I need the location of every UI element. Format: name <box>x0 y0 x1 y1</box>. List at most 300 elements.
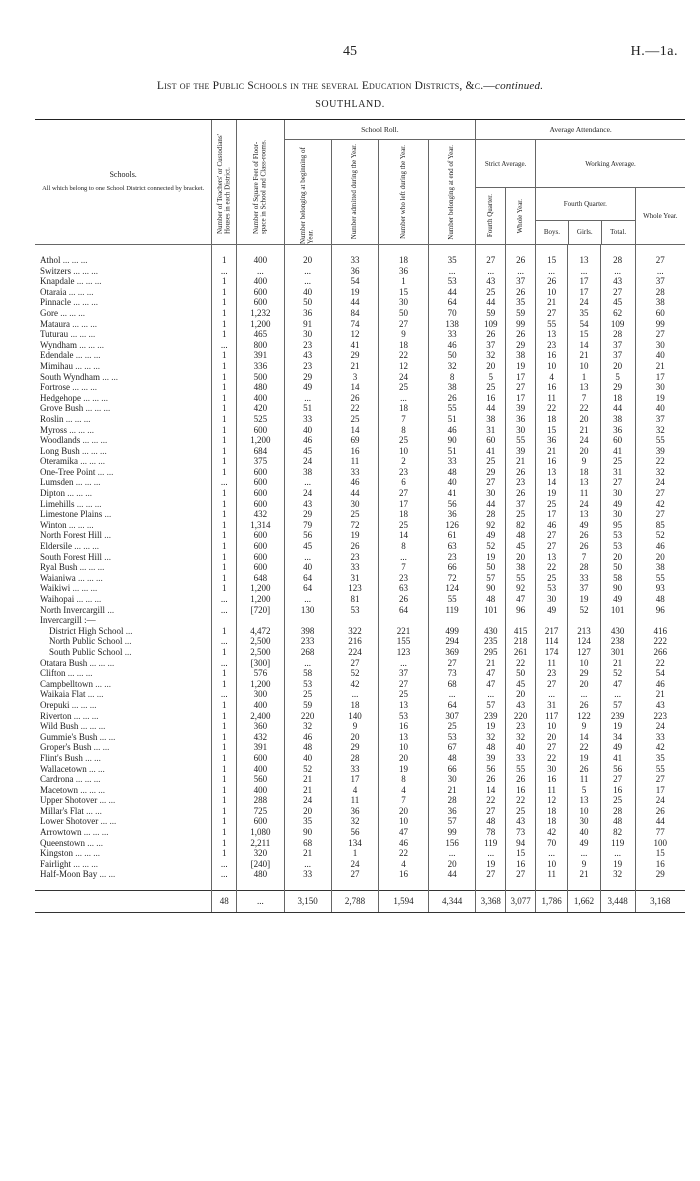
school-name-cell <box>35 869 212 880</box>
houses-cell: 1 <box>212 679 237 690</box>
roll-end-cell: 21 <box>428 785 475 796</box>
school-name-cell <box>35 647 212 658</box>
roll-left-cell: 18 <box>379 403 429 414</box>
strict-fourth-cell: 26 <box>476 329 506 340</box>
page-reference: H.—1a. <box>630 44 678 59</box>
sqft-cell: 500 <box>237 372 284 383</box>
strict-year-cell: 55 <box>506 764 536 775</box>
header-square-feet: Number of Square Feet of Floor-space in School and Class-rooms. <box>237 120 284 245</box>
total-cell: 44 <box>600 403 635 414</box>
header-schools-label: Schools. <box>109 170 137 179</box>
school-name-cell <box>35 361 212 372</box>
total-cell: 49 <box>600 499 635 510</box>
roll-left-cell: 27 <box>379 679 429 690</box>
houses-cell <box>212 615 237 626</box>
leader-dots: ... ... ... <box>79 339 104 350</box>
header-working-average: Working Average. <box>536 140 686 188</box>
school-name-cell <box>35 499 212 510</box>
boys-cell: 13 <box>536 329 568 340</box>
strict-fourth-cell: 32 <box>476 732 506 743</box>
whole-year-cell: 46 <box>635 541 685 552</box>
school-row <box>35 562 685 573</box>
roll-left-cell: 50 <box>379 308 429 319</box>
girls-cell: 24 <box>568 297 600 308</box>
houses-cell: ... <box>212 658 237 669</box>
boys-cell: 10 <box>536 721 568 732</box>
total-cell: ... <box>600 689 635 700</box>
girls-cell: 24 <box>568 435 600 446</box>
roll-admitted-cell: 29 <box>331 742 378 753</box>
total-cell: 53 <box>600 530 635 541</box>
sqft-cell: 2,211 <box>237 838 284 849</box>
title-lead: List of the Public Schools in the several Education Districts, &c.— <box>156 80 496 92</box>
roll-end-cell: ... <box>428 848 475 859</box>
houses-cell: 1 <box>212 626 237 637</box>
total-roll-end: 4,344 <box>428 891 475 913</box>
roll-begin-cell: 233 <box>284 636 331 647</box>
school-name-cell <box>35 329 212 340</box>
leader-dots: ... <box>124 646 132 657</box>
roll-left-cell: 13 <box>379 700 429 711</box>
roll-left-cell: 22 <box>379 350 429 361</box>
boys-cell: 114 <box>536 636 568 647</box>
girls-cell: ... <box>568 848 600 859</box>
sqft-cell: 336 <box>237 361 284 372</box>
houses-cell: 1 <box>212 499 237 510</box>
whole-year-cell: 19 <box>635 393 685 404</box>
roll-admitted-cell: 32 <box>331 816 378 827</box>
total-cell: 19 <box>600 721 635 732</box>
school-name: Eldersile <box>40 541 72 552</box>
strict-fourth-cell: 27 <box>476 477 506 488</box>
roll-end-cell: 46 <box>428 425 475 436</box>
school-row <box>35 647 685 658</box>
boys-cell: ... <box>536 848 568 859</box>
total-total: 3,448 <box>600 891 635 913</box>
header-roll-end: Number belonging at end of Year. <box>428 140 475 245</box>
leader-dots: ... ... ... <box>72 583 98 594</box>
roll-left-cell: 9 <box>379 329 429 340</box>
boys-cell: 16 <box>536 350 568 361</box>
strict-fourth-cell: 38 <box>476 414 506 425</box>
strict-year-cell: 23 <box>506 477 536 488</box>
school-row <box>35 573 685 584</box>
sqft-cell: 600 <box>237 541 284 552</box>
boys-cell: 23 <box>536 340 568 351</box>
total-cell: 56 <box>600 764 635 775</box>
roll-admitted-cell: 19 <box>331 287 378 298</box>
header-average-attendance: Average Attendance. <box>476 120 685 140</box>
sqft-cell: 400 <box>237 276 284 287</box>
total-cell: 52 <box>600 668 635 679</box>
school-name-cell <box>35 340 212 351</box>
houses-cell: 1 <box>212 297 237 308</box>
school-row <box>35 255 685 266</box>
boys-cell: 13 <box>536 467 568 478</box>
total-cell: 28 <box>600 255 635 266</box>
roll-admitted-cell: 14 <box>331 382 378 393</box>
roll-end-cell: 61 <box>428 530 475 541</box>
strict-year-cell: 48 <box>506 530 536 541</box>
sqft-cell: 400 <box>237 255 284 266</box>
leader-dots: ... ... ... <box>79 562 105 573</box>
strict-fourth-cell: 28 <box>476 509 506 520</box>
school-row <box>35 753 685 764</box>
strict-year-cell: 55 <box>506 573 536 584</box>
whole-year-cell: 52 <box>635 530 685 541</box>
roll-left-cell: 4 <box>379 859 429 870</box>
leader-dots: ... ... ... <box>76 498 102 509</box>
school-name-cell <box>35 287 212 298</box>
school-name-cell <box>35 689 212 700</box>
girls-cell: 11 <box>568 488 600 499</box>
header-strict-average: Strict Average. <box>476 140 536 188</box>
roll-admitted-cell: 52 <box>331 668 378 679</box>
whole-year-cell: 37 <box>635 276 685 287</box>
sqft-cell: 600 <box>237 499 284 510</box>
roll-begin-cell: 35 <box>284 816 331 827</box>
roll-admitted-cell: 17 <box>331 774 378 785</box>
girls-cell: 5 <box>568 785 600 796</box>
strict-year-cell: 94 <box>506 838 536 849</box>
strict-year-cell: 26 <box>506 774 536 785</box>
boys-cell: 15 <box>536 255 568 266</box>
roll-end-cell: 156 <box>428 838 475 849</box>
roll-end-cell: 53 <box>428 276 475 287</box>
leader-dots: ... ... ... <box>65 413 91 424</box>
houses-cell: 1 <box>212 785 237 796</box>
roll-left-cell: 2 <box>379 456 429 467</box>
roll-end-cell: 53 <box>428 732 475 743</box>
strict-year-cell: 37 <box>506 276 536 287</box>
header-roll-begin: Number belonging at beginning of Year. <box>284 140 331 245</box>
roll-end-cell: 90 <box>428 435 475 446</box>
roll-left-cell: 15 <box>379 287 429 298</box>
roll-admitted-cell: 19 <box>331 530 378 541</box>
roll-admitted-cell: 44 <box>331 488 378 499</box>
school-row <box>35 764 685 775</box>
school-name: Grove Bush <box>40 403 84 414</box>
whole-year-cell: 99 <box>635 319 685 330</box>
girls-cell: 127 <box>568 647 600 658</box>
roll-admitted-cell: 33 <box>331 764 378 775</box>
roll-end-cell: 57 <box>428 816 475 827</box>
sqft-cell: 725 <box>237 806 284 817</box>
roll-end-cell: 36 <box>428 509 475 520</box>
roll-left-cell: 10 <box>379 816 429 827</box>
school-row <box>35 583 685 594</box>
whole-year-cell: 24 <box>635 795 685 806</box>
houses-cell: 1 <box>212 753 237 764</box>
sqft-cell: 1,200 <box>237 319 284 330</box>
roll-end-cell: 51 <box>428 446 475 457</box>
whole-year-cell: 24 <box>635 477 685 488</box>
whole-year-cell: 37 <box>635 414 685 425</box>
strict-year-cell: 50 <box>506 668 536 679</box>
strict-year-cell: 26 <box>506 255 536 266</box>
leader-dots: ... ... ... <box>75 360 100 371</box>
header-boys: Boys. <box>536 221 569 244</box>
roll-end-cell: ... <box>428 266 475 277</box>
whole-year-cell: 48 <box>635 594 685 605</box>
school-row <box>35 827 685 838</box>
strict-year-cell: 47 <box>506 594 536 605</box>
strict-year-cell: 261 <box>506 647 536 658</box>
school-name: Fairlight <box>40 858 71 869</box>
roll-end-cell: 63 <box>428 541 475 552</box>
whole-year-cell: 32 <box>635 425 685 436</box>
roll-end-cell <box>428 615 475 626</box>
sqft-cell: 576 <box>237 668 284 679</box>
houses-cell: ... <box>212 689 237 700</box>
total-cell: 239 <box>600 711 635 722</box>
roll-left-cell: 18 <box>379 340 429 351</box>
roll-left-cell: 25 <box>379 520 429 531</box>
total-cell: 109 <box>600 319 635 330</box>
girls-cell: 49 <box>568 520 600 531</box>
leader-dots: ... ... <box>85 752 101 763</box>
roll-left-cell: 30 <box>379 297 429 308</box>
header-whole-year: Whole Year. <box>635 188 685 245</box>
roll-left-cell: 1 <box>379 276 429 287</box>
strict-fourth-cell: 31 <box>476 425 506 436</box>
whole-year-cell: 85 <box>635 520 685 531</box>
total-cell: 101 <box>600 605 635 616</box>
girls-cell: 17 <box>568 287 600 298</box>
school-row <box>35 668 685 679</box>
boys-cell: ... <box>536 689 568 700</box>
strict-year-cell: 16 <box>506 785 536 796</box>
school-name: Campbelltown <box>40 678 93 689</box>
table-body <box>35 245 685 891</box>
whole-year-cell: 55 <box>635 764 685 775</box>
strict-year-cell: 43 <box>506 816 536 827</box>
school-name: Limehills <box>40 498 75 509</box>
boys-cell: 36 <box>536 435 568 446</box>
school-name-cell <box>35 467 212 478</box>
strict-fourth-cell: 57 <box>476 573 506 584</box>
whole-year-cell: 77 <box>635 827 685 838</box>
table-header <box>35 120 685 245</box>
school-row <box>35 425 685 436</box>
school-name-cell <box>35 774 212 785</box>
leader-dots: ... ... ... <box>62 255 88 265</box>
girls-cell: 13 <box>568 382 600 393</box>
houses-cell: 1 <box>212 488 237 499</box>
girls-cell: 18 <box>568 467 600 478</box>
girls-cell: 9 <box>568 456 600 467</box>
whole-year-cell: 38 <box>635 297 685 308</box>
roll-end-cell: 35 <box>428 255 475 266</box>
sqft-cell: [240] <box>237 859 284 870</box>
school-name: Lower Shotover <box>40 816 99 827</box>
girls-cell: 13 <box>568 509 600 520</box>
strict-year-cell: 45 <box>506 541 536 552</box>
school-name: Half-Moon Bay <box>40 869 98 880</box>
whole-year-cell: 20 <box>635 552 685 563</box>
totals-label-cell <box>35 891 212 913</box>
roll-begin-cell: 130 <box>284 605 331 616</box>
roll-begin-cell <box>284 615 331 626</box>
roll-begin-cell: 43 <box>284 499 331 510</box>
leader-dots: ... ... ... <box>82 445 107 456</box>
strict-year-cell: 23 <box>506 721 536 732</box>
whole-year-cell: 54 <box>635 668 685 679</box>
roll-admitted-cell: 14 <box>331 425 378 436</box>
school-name: Otatara Bush <box>40 657 88 668</box>
roll-end-cell: 27 <box>428 658 475 669</box>
roll-admitted-cell: 24 <box>331 859 378 870</box>
roll-left-cell: 7 <box>379 795 429 806</box>
roll-left-cell: 20 <box>379 753 429 764</box>
total-cell: 20 <box>600 552 635 563</box>
boys-cell: 23 <box>536 668 568 679</box>
roll-begin-cell: 20 <box>284 255 331 266</box>
school-row <box>35 732 685 743</box>
strict-fourth-cell <box>476 615 506 626</box>
roll-left-cell: 8 <box>379 774 429 785</box>
houses-cell: 1 <box>212 393 237 404</box>
girls-cell: 21 <box>568 425 600 436</box>
girls-cell: 26 <box>568 541 600 552</box>
school-name-cell <box>35 721 212 732</box>
girls-cell: 49 <box>568 838 600 849</box>
houses-cell: 1 <box>212 562 237 573</box>
total-cell: 5 <box>600 372 635 383</box>
strict-fourth-cell: 25 <box>476 287 506 298</box>
whole-year-cell: 27 <box>635 509 685 520</box>
leader-dots: ... ... <box>87 689 104 700</box>
header-girls: Girls. <box>569 221 602 244</box>
strict-fourth-cell: 27 <box>476 869 506 880</box>
roll-begin-cell: ... <box>284 393 331 404</box>
school-name-cell <box>35 605 212 616</box>
houses-cell: 1 <box>212 372 237 383</box>
school-row <box>35 340 685 351</box>
girls-cell: 13 <box>568 477 600 488</box>
strict-fourth-cell: 37 <box>476 340 506 351</box>
roll-begin-cell: 38 <box>284 467 331 478</box>
roll-end-cell: 307 <box>428 711 475 722</box>
boys-cell: 174 <box>536 647 568 658</box>
strict-year-cell: 82 <box>506 520 536 531</box>
roll-left-cell: 155 <box>379 636 429 647</box>
school-name-cell <box>35 859 212 870</box>
houses-cell: 1 <box>212 838 237 849</box>
houses-cell: 1 <box>212 647 237 658</box>
header-fourth-quarter: Fourth Quarter. <box>536 188 635 221</box>
total-whole-year: 3,168 <box>635 891 685 913</box>
strict-fourth-cell: 16 <box>476 393 506 404</box>
roll-left-cell: 13 <box>379 732 429 743</box>
whole-year-cell: 24 <box>635 721 685 732</box>
roll-admitted-cell: 84 <box>331 308 378 319</box>
school-name-cell <box>35 658 212 669</box>
total-cell: 27 <box>600 477 635 488</box>
strict-year-cell: 99 <box>506 319 536 330</box>
strict-year-cell: 27 <box>506 382 536 393</box>
leader-dots: ... ... ... <box>73 858 98 869</box>
houses-cell: 1 <box>212 700 237 711</box>
whole-year-cell: 223 <box>635 711 685 722</box>
school-row <box>35 859 685 870</box>
header-strict-fourth: Fourth Quarter. <box>476 188 506 245</box>
strict-fourth-cell: 44 <box>476 403 506 414</box>
school-name-cell <box>35 435 212 446</box>
whole-year-cell: 35 <box>635 753 685 764</box>
total-cell: 37 <box>600 350 635 361</box>
whole-year-cell: 30 <box>635 382 685 393</box>
school-row <box>35 499 685 510</box>
strict-year-cell: 22 <box>506 795 536 806</box>
boys-cell: 18 <box>536 816 568 827</box>
strict-year-cell: 25 <box>506 509 536 520</box>
school-row <box>35 435 685 446</box>
school-name: Waikiwi <box>40 583 71 594</box>
roll-admitted-cell: 33 <box>331 255 378 266</box>
school-row <box>35 785 685 796</box>
strict-year-cell: 17 <box>506 372 536 383</box>
roll-begin-cell: 40 <box>284 753 331 764</box>
strict-fourth-cell: 20 <box>476 361 506 372</box>
whole-year-cell: 43 <box>635 700 685 711</box>
leader-dots: ... ... ... <box>89 657 115 668</box>
whole-year-cell: 15 <box>635 848 685 859</box>
roll-admitted-cell: 216 <box>331 636 378 647</box>
school-row <box>35 806 685 817</box>
strict-year-cell: 92 <box>506 583 536 594</box>
whole-year-cell: 27 <box>635 488 685 499</box>
boys-cell: 26 <box>536 276 568 287</box>
total-cell: 45 <box>600 297 635 308</box>
leader-dots: ... ... ... <box>80 784 105 795</box>
school-row <box>35 403 685 414</box>
strict-fourth-cell: 50 <box>476 562 506 573</box>
boys-cell: 16 <box>536 456 568 467</box>
roll-begin-cell: 220 <box>284 711 331 722</box>
houses-cell: 1 <box>212 806 237 817</box>
sqft-cell: 320 <box>237 848 284 859</box>
girls-cell: 7 <box>568 552 600 563</box>
boys-cell: 53 <box>536 583 568 594</box>
roll-left-cell: 18 <box>379 509 429 520</box>
school-name-cell <box>35 838 212 849</box>
whole-year-cell: 26 <box>635 806 685 817</box>
leader-dots: ... <box>104 509 112 520</box>
strict-year-cell: 17 <box>506 393 536 404</box>
roll-end-cell: 68 <box>428 679 475 690</box>
strict-year-cell: 39 <box>506 403 536 414</box>
school-row <box>35 774 685 785</box>
sqft-cell: 4,472 <box>237 626 284 637</box>
leader-dots: ... ... ... <box>74 541 99 552</box>
total-cell: 41 <box>600 446 635 457</box>
girls-cell: 13 <box>568 255 600 266</box>
roll-end-cell: 44 <box>428 287 475 298</box>
boys-cell: 217 <box>536 626 568 637</box>
school-row <box>35 319 685 330</box>
boys-cell: 20 <box>536 732 568 743</box>
roll-begin-cell: 58 <box>284 668 331 679</box>
roll-end-cell: 70 <box>428 308 475 319</box>
roll-end-cell: 32 <box>428 361 475 372</box>
roll-admitted-cell: 1 <box>331 848 378 859</box>
strict-year-cell: 26 <box>506 488 536 499</box>
strict-year-cell: 45 <box>506 679 536 690</box>
girls-cell: 30 <box>568 816 600 827</box>
girls-cell: 10 <box>568 658 600 669</box>
strict-fourth-cell: 29 <box>476 467 506 478</box>
